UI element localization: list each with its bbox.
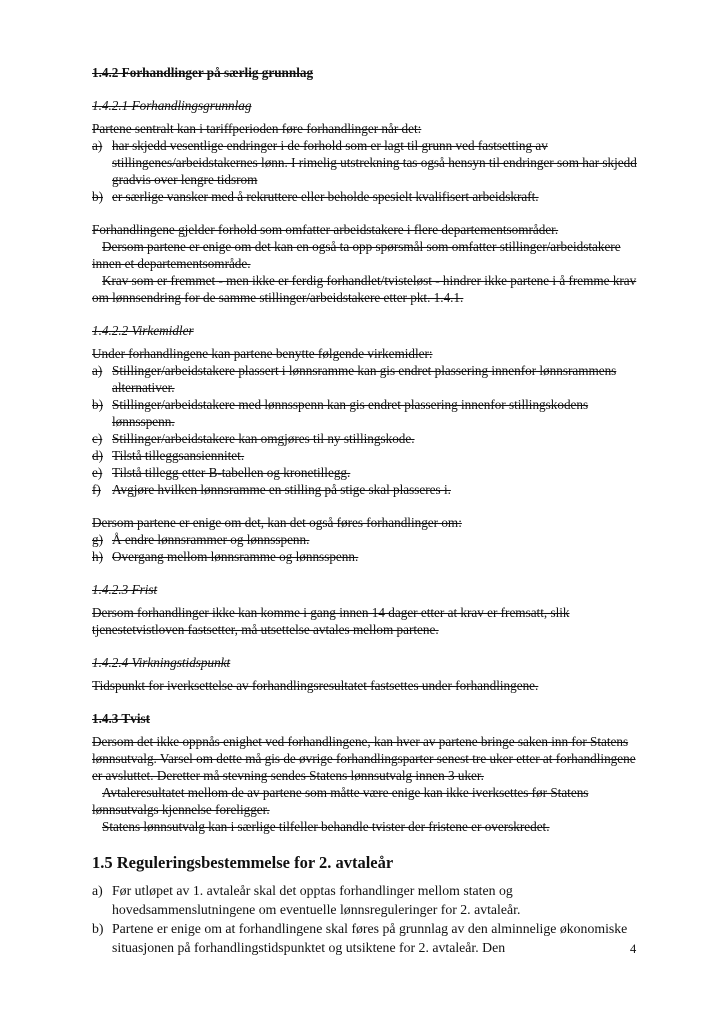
section-heading-1-4-3: 1.4.3 Tvist xyxy=(92,711,151,726)
paragraph: Tidspunkt for iverksettelse av forhandlingsresultatet fastsettes under forhandlingene. xyxy=(92,678,539,693)
section-heading-1-4-2: 1.4.2 Forhandlinger på særlig grunnlag xyxy=(92,65,314,80)
list-text: Stillinger/arbeidstakere plassert i lønnsramme kan gis endret plassering innenfor lønnsrammens alternativer. xyxy=(112,363,617,395)
list-label: c) xyxy=(92,431,103,446)
list-label: a) xyxy=(92,138,103,153)
list-item xyxy=(92,531,640,548)
list-item xyxy=(92,188,640,205)
list-item xyxy=(92,396,640,430)
subsection-heading-1-4-2-2: 1.4.2.2 Virkemidler xyxy=(92,323,194,338)
list-text: Før utløpet av 1. avtaleår skal det opptas forhandlinger mellom staten og hovedsammenslutningene om eventuelle lønnsreguleringer for 2. avtaleår. xyxy=(112,883,521,917)
list-text: Partene er enige om at forhandlingene skal føres på grunnlag av den alminnelige økonomiske situasjonen på forhandlingstidspunktet og utsiktene for 2. avtaleår. Den xyxy=(112,921,628,955)
subsection-heading-1-4-2-3: 1.4.2.3 Frist xyxy=(92,582,158,597)
paragraph: Under forhandlingene kan partene benytte følgende virkemidler: xyxy=(92,346,433,361)
list-item xyxy=(92,447,640,464)
list-item xyxy=(92,548,640,565)
list-item xyxy=(92,464,640,481)
list-text: Tilstå tillegg etter B-tabellen og kronetillegg. xyxy=(112,465,351,480)
section-heading-1-5: 1.5 Reguleringsbestemmelse for 2. avtaleår xyxy=(92,853,394,872)
page-number: 4 xyxy=(630,942,637,956)
paragraph: Krav som er fremmet - men ikke er ferdig forhandlet/tvisteløst - hindrer ikke partene i å fremme krav om lønnsendring for de samme stillinger/arbeidstakere etter pkt. 1.4.1. xyxy=(92,273,637,305)
paragraph: Partene sentralt kan i tariffperioden føre forhandlinger når det: xyxy=(92,121,422,136)
list-text: Å endre lønnsrammer og lønnsspenn. xyxy=(112,532,310,547)
list-text: Tilstå tilleggsansiennitet. xyxy=(112,448,245,463)
list-label: f) xyxy=(92,482,101,497)
list-text: Overgang mellom lønnsramme og lønnsspenn. xyxy=(112,549,359,564)
list-item xyxy=(92,919,640,957)
list-label: e) xyxy=(92,465,103,480)
paragraph: Dersom partene er enige om det, kan det også føres forhandlinger om: xyxy=(92,515,462,530)
list-text: Avgjøre hvilken lønnsramme en stilling på stige skal plasseres i. xyxy=(112,482,451,497)
list-item xyxy=(92,481,640,498)
list-item xyxy=(92,137,640,188)
list-label: g) xyxy=(92,532,103,547)
paragraph: Dersom det ikke oppnås enighet ved forhandlingene, kan hver av partene bringe saken inn for Statens lønnsutvalg. Varsel om dette må gis de øvrige forhandlingsparter senest tre uker etter at forhandlingene er avsluttet. Deretter må stevning sendes Statens lønnsutvalg innen 3 uker. xyxy=(92,734,636,783)
list-item xyxy=(92,881,640,919)
list-label: a) xyxy=(92,363,103,378)
list-label: a) xyxy=(92,883,103,898)
document-page xyxy=(92,60,640,957)
list-label: h) xyxy=(92,549,103,564)
subsection-heading-1-4-2-1: 1.4.2.1 Forhandlingsgrunnlag xyxy=(92,98,252,113)
list-label: b) xyxy=(92,397,103,412)
list-label: b) xyxy=(92,921,104,936)
paragraph: Dersom partene er enige om det kan en også ta opp spørsmål som omfatter stillinger/arbeidstakere innen et departementsområde. xyxy=(92,239,621,271)
paragraph: Avtaleresultatet mellom de av partene som måtte være enige kan ikke iverksettes før Statens lønnsutvalgs kjennelse foreligger. xyxy=(92,785,589,817)
list-item xyxy=(92,362,640,396)
paragraph: Dersom forhandlinger ikke kan komme i gang innen 14 dager etter at krav er fremsatt, slik tjenestetvistloven fastsetter, må utsettelse avtales mellom partene. xyxy=(92,605,570,637)
list-item xyxy=(92,430,640,447)
list-text: har skjedd vesentlige endringer i de forhold som er lagt til grunn ved fastsetting av stillingenes/arbeidstakernes lønn. I rimelig utstrekning tas også hensyn til endringer som har skjedd gradvis over lengre tidsrom xyxy=(112,138,637,187)
list-label: b) xyxy=(92,189,103,204)
subsection-heading-1-4-2-4: 1.4.2.4 Virkningstidspunkt xyxy=(92,655,231,670)
list-text: er særlige vansker med å rekruttere eller beholde spesielt kvalifisert arbeidskraft. xyxy=(112,189,539,204)
list-label: d) xyxy=(92,448,103,463)
paragraph: Forhandlingene gjelder forhold som omfatter arbeidstakere i flere departementsområder. xyxy=(92,222,559,237)
paragraph: Statens lønnsutvalg kan i særlige tilfeller behandle tvister der fristene er overskredet. xyxy=(102,819,550,834)
list-text: Stillinger/arbeidstakere med lønnsspenn kan gis endret plassering innenfor stillingskodens lønnsspenn. xyxy=(112,397,589,429)
list-text: Stillinger/arbeidstakere kan omgjøres til ny stillingskode. xyxy=(112,431,415,446)
